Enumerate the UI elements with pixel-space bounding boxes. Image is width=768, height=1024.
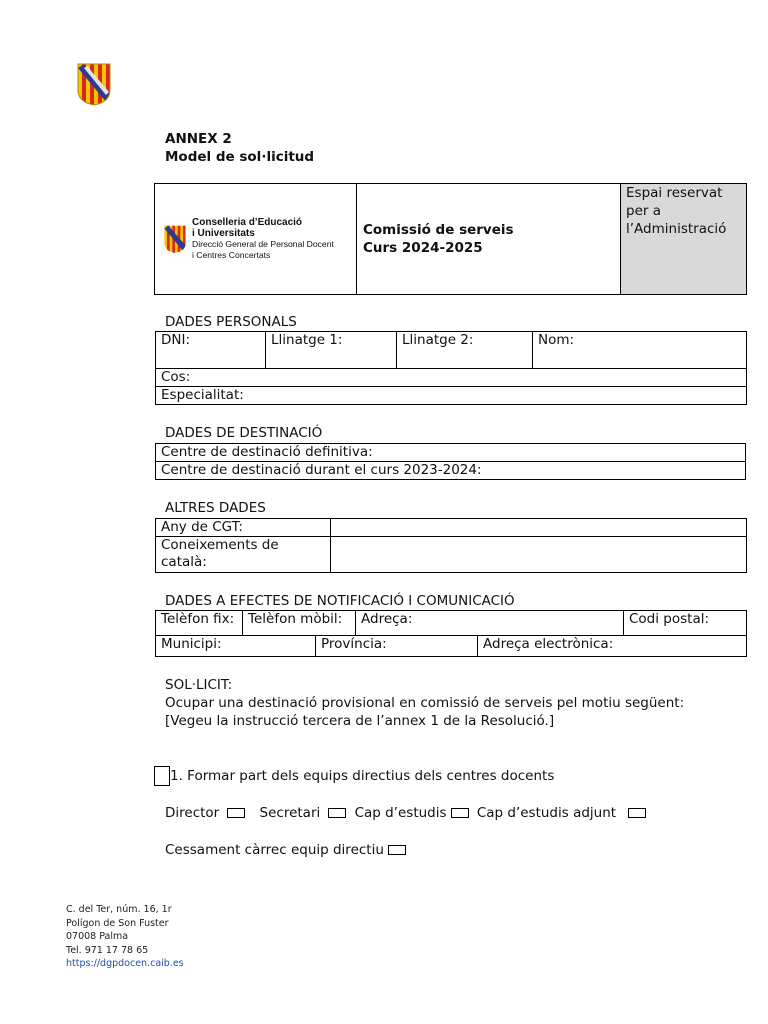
- cap-estudis-label: Cap d’estudis: [354, 805, 447, 821]
- request-block: [165, 676, 684, 730]
- cos-field[interactable]: Cos:: [156, 369, 747, 387]
- reserved-line-3: l’Administració: [626, 221, 727, 237]
- annex-title: ANNEX 2: [165, 131, 232, 147]
- footer-city: 07008 Palma: [66, 931, 129, 943]
- notification-data-table-row1: [155, 610, 747, 636]
- especialitat-field[interactable]: Especialitat:: [156, 387, 747, 405]
- cap-estudis-adjunt-label: Cap d’estudis adjunt: [476, 805, 617, 821]
- form-title-line-1: Comissió de serveis: [363, 222, 514, 238]
- footer-phone: Tel. 971 17 78 65: [66, 944, 149, 956]
- mobile-phone-field[interactable]: Telèfon mòbil:: [243, 611, 356, 636]
- municipality-field[interactable]: Municipi:: [156, 636, 316, 657]
- request-line-2: [Vegeu la instrucció tercera de l’annex 1 de la Resolució.]: [165, 713, 555, 729]
- personal-section-title: DADES PERSONALS: [165, 314, 297, 330]
- address-field[interactable]: Adreça:: [356, 611, 624, 636]
- conselleria-shield-icon: [163, 224, 187, 254]
- destination-data-table: [155, 443, 746, 480]
- other-data-table: [155, 518, 747, 573]
- form-title-line-2: Curs 2024-2025: [363, 240, 483, 256]
- reserved-line-2: per a: [626, 203, 661, 219]
- llinatge1-field[interactable]: Llinatge 1:: [266, 332, 397, 369]
- footer-website-link[interactable]: https://dgpdocen.caib.es: [66, 958, 184, 970]
- dept-line-2: i Centres Concertats: [192, 250, 271, 260]
- reserved-line-1: Espai reservat: [626, 185, 723, 201]
- org-name-block: [192, 217, 334, 261]
- request-line-1: Ocupar una destinació provisional en comissió de serveis pel motiu següent:: [165, 695, 685, 711]
- reserved-admin-cell: [621, 184, 747, 295]
- catalan-knowledge-value[interactable]: [331, 537, 747, 573]
- annex-header: [165, 130, 314, 166]
- role-options-row: [165, 804, 650, 822]
- dept-line-1: Direcció General de Personal Docent: [192, 239, 334, 249]
- other-section-title: ALTRES DADES: [165, 500, 266, 516]
- cessation-checkbox[interactable]: [388, 845, 406, 855]
- director-label: Director: [165, 805, 220, 821]
- current-center-field[interactable]: Centre de destinació durant el curs 2023-2024:: [156, 462, 746, 480]
- llinatge2-field[interactable]: Llinatge 2:: [397, 332, 533, 369]
- option1-checkbox[interactable]: [154, 766, 170, 786]
- model-title: Model de sol·licitud: [165, 149, 315, 165]
- footer-area: Polígon de Son Fuster: [66, 917, 169, 929]
- request-title: SOL·LICIT:: [165, 677, 233, 693]
- landline-phone-field[interactable]: Telèfon fix:: [156, 611, 243, 636]
- cgt-year-label: Any de CGT:: [156, 519, 331, 537]
- footer-street: C. del Ter, núm. 16, 1r: [66, 904, 172, 915]
- catalan-knowledge-label: [156, 537, 331, 573]
- cgt-year-value[interactable]: [331, 519, 747, 537]
- org-line-1: Conselleria d’Educació: [192, 217, 303, 228]
- cap-estudis-checkbox[interactable]: [451, 808, 469, 818]
- notification-section-title: DADES A EFECTES DE NOTIFICACIÓ I COMUNICACIÓ: [165, 593, 515, 609]
- logo-cell: [155, 184, 357, 295]
- director-checkbox[interactable]: [227, 808, 245, 818]
- catalan-label-line-2: català:: [161, 554, 207, 570]
- form-title-cell: [357, 184, 621, 295]
- personal-data-table: [155, 331, 747, 405]
- dni-field[interactable]: DNI:: [156, 332, 266, 369]
- email-field[interactable]: Adreça electrònica:: [478, 636, 747, 657]
- notification-data-table-row2: [155, 635, 747, 657]
- option1-label: 1. Formar part dels equips directius dels centres docents: [170, 768, 555, 784]
- secretari-checkbox[interactable]: [328, 808, 346, 818]
- nom-field[interactable]: Nom:: [533, 332, 747, 369]
- header-box: [154, 183, 747, 295]
- org-line-2: i Universitats: [192, 228, 255, 239]
- coat-of-arms-icon: [76, 62, 112, 106]
- province-field[interactable]: Província:: [316, 636, 478, 657]
- cessation-row: [165, 841, 410, 859]
- catalan-label-line-1: Coneixements de: [161, 537, 279, 553]
- definitive-center-field[interactable]: Centre de destinació definitiva:: [156, 444, 746, 462]
- postal-code-field[interactable]: Codi postal:: [624, 611, 747, 636]
- destination-section-title: DADES DE DESTINACIÓ: [165, 425, 323, 441]
- secretari-label: Secretari: [259, 805, 321, 821]
- cap-estudis-adjunt-checkbox[interactable]: [628, 808, 646, 818]
- footer-address: [66, 903, 184, 971]
- cessation-label: Cessament càrrec equip directiu: [165, 842, 384, 858]
